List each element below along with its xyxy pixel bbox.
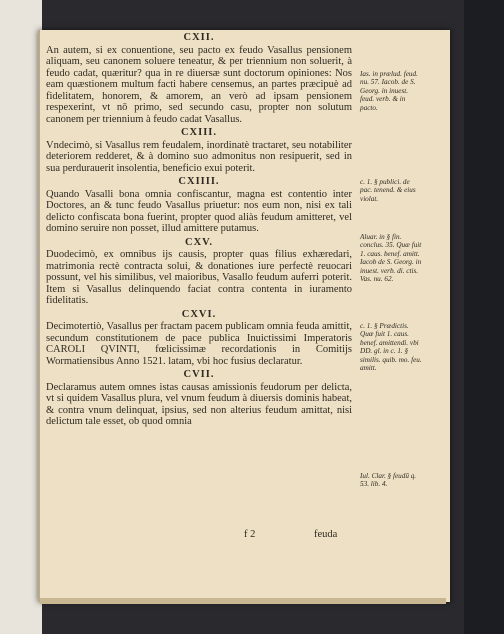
margin-note: c. 1. § publici. de pac. tenend. & eius violat. <box>360 178 416 203</box>
section-heading: CXIIII. <box>178 176 220 187</box>
signature-mark: f 2 <box>244 529 256 540</box>
catchword: feuda <box>314 529 338 540</box>
section-paragraph: Quando Vasalli bona omnia confiscantur, magna est contentio inter Doctores, an & tunc feudo Vasallus priuetur: nos eum non, nisi ex tali delicto confiscata bona fuerint, propter quod aliàs feudum amitteret, vel domino seruire non posset, illud amittere putamus. <box>46 188 352 234</box>
section-heading: CXIII. <box>180 127 218 138</box>
section-heading: CXV. <box>184 236 214 248</box>
main-text-block <box>46 30 352 428</box>
section-paragraph: Vndecimò, si Vasallus rem feudalem, inordinatè tractaret, seu notabiliter deteriorem redderet, & à domino suo admonitus non resipuerit, sed in sua perdurauerit insolentia, beneficio exui poterit. <box>46 139 352 174</box>
page-edge-shadow <box>40 598 446 604</box>
margin-note: Ias. in prælud. feud. nu. 57. Iacob. de S. Georg. in inuest. feud. verb. & in pacto. <box>360 70 418 112</box>
section-paragraph: Duodecimò, ex omnibus ijs causis, propter quas filius exhæredari, matrimonia rectè contracta solui, & donationes iure perfectè reuocari possunt, vel his similibus, vel maioribus, Vasallo feudum auferri poterit. Item si Vasallus delinquendo faciat contra contenta in iuramento fidelitatis. <box>46 249 352 306</box>
background <box>464 0 504 634</box>
margin-note: Aluar. in § fin. conclus. 35. Quæ fuit 1. caus. benef. amitt. Iacob de S. Georg. in inuest. verb. di. ctis. Vas. nu. 62. <box>360 233 422 284</box>
section-paragraph: Declaramus autem omnes istas causas amissionis feudorum per delicta, vt si quidem Vasallus plura, vel vnum feudum à diuersis dominis habeat, & contra vnum delinquat, ipsius, sed non alterius feudum amittat, nisi delictum tale esset, ob quod omnia <box>46 381 352 427</box>
section-heading: CXII. <box>183 32 215 43</box>
section-heading: CXVI. <box>181 308 217 320</box>
section-paragraph: An autem, si ex conuentione, seu pacto ex feudo Vasallus pensionem aliquam, seu canonem soluere teneatur, & per triennium non soluerit, à feudo cadat, quæritur? qua in re diuersæ sunt doctorum opiniones: Nos eam quæstionem multum facti habere censemus, an partes præcipuè ad fidelitatem, honorem, & amorem, an verò ad ipsam pensionem respexerint, vt nō primo, sed secundo casu, propter non solutum canonem per triennium à feudo cadat Vasallus. <box>46 44 352 125</box>
section-heading: CVII. <box>183 369 215 380</box>
margin-note: Iul. Clar. § feudū q. 53. lib. 4. <box>360 472 417 489</box>
margin-note: c. 1. § Prædictis. Quæ fuit 1. caus. benef. amittendi. vbi DD. gl. in c. 1. § similis. quib. mo. feu. amitt. <box>360 322 422 373</box>
adjacent-page-edge <box>0 0 42 634</box>
section-paragraph: Decimotertiò, Vasallus per fractam pacem publicam omnia feuda amittit, secundum constitutionem de pace publica Inuictissimi Imperatoris CAROLI QVINTI, fœlicissimæ recordationis in Comitijs Wormatiensibus Anno 1521. latam, vbi hoc fusius declaratur. <box>46 321 352 367</box>
